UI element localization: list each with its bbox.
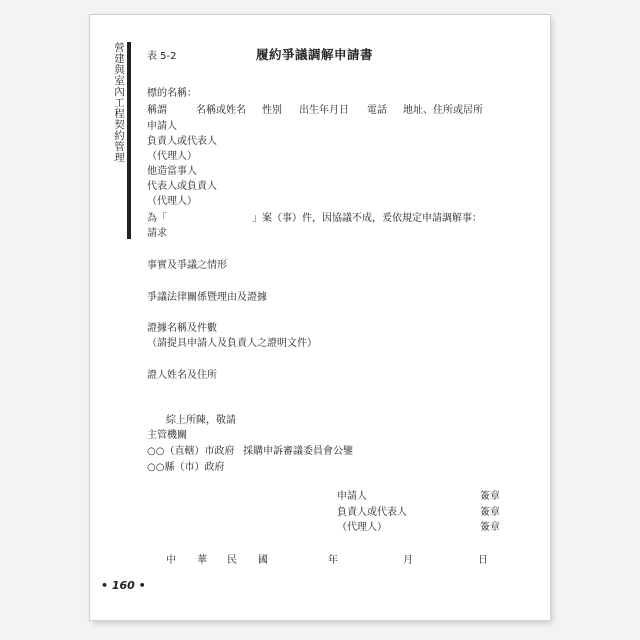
evidence-label: 證據名稱及件數 xyxy=(147,323,217,334)
page-number: • 160 • xyxy=(101,579,146,592)
case-prefix: 為「 xyxy=(147,213,167,224)
date-year: 年 xyxy=(328,555,338,566)
witness-label: 證人姓名及住所 xyxy=(147,370,217,381)
other-party-label: 他造當事人 xyxy=(147,166,197,177)
table-number: 表 5-2 xyxy=(147,51,177,62)
evidence-note: （請提具申請人及負責人之證明文件） xyxy=(147,338,317,349)
closing-text: 綜上所陳，敬請 xyxy=(166,415,236,426)
sidebar-bar xyxy=(127,42,131,239)
date-min: 民 xyxy=(227,555,237,566)
date-hua: 華 xyxy=(197,555,207,566)
col-phone: 電話 xyxy=(367,105,387,116)
sign-applicant: 申請人 xyxy=(337,491,367,502)
applicant-rep-label: 負責人或代表人 xyxy=(147,136,217,147)
book-title-vertical: 營建與室內工程契約管理 xyxy=(113,42,125,163)
date-day: 日 xyxy=(478,555,488,566)
date-zhong: 中 xyxy=(166,555,176,566)
other-agent-label: （代理人） xyxy=(147,196,197,207)
sign-agent: （代理人） xyxy=(337,522,387,533)
seal-agent: 簽章 xyxy=(480,522,500,533)
col-name: 名稱或姓名 xyxy=(196,105,246,116)
subject-label: 標的名稱： xyxy=(147,88,197,99)
date-month: 月 xyxy=(403,555,413,566)
applicant-agent-label: （代理人） xyxy=(147,151,197,162)
review-committee: 採購申訴審議委員會公鑒 xyxy=(243,446,353,457)
gov-county: ○○縣（市）政府 xyxy=(147,462,225,473)
request-label: 請求 xyxy=(147,228,167,239)
col-address: 地址、住所或居所 xyxy=(403,105,483,116)
date-guo: 國 xyxy=(258,555,268,566)
other-rep-label: 代表人或負責人 xyxy=(147,181,217,192)
gov-municipal: ○○（直轄）市政府 xyxy=(147,446,235,457)
case-suffix: 」案（事）件，因協議不成，爰依規定申請調解事： xyxy=(252,213,482,224)
applicant-label: 申請人 xyxy=(147,121,177,132)
facts-label: 事實及爭議之情形 xyxy=(147,260,227,271)
legal-reasons-label: 爭議法律關係暨理由及證據 xyxy=(147,292,267,303)
seal-applicant: 簽章 xyxy=(480,491,500,502)
seal-representative: 簽章 xyxy=(480,507,500,518)
col-title: 稱謂 xyxy=(147,105,167,116)
col-birthdate: 出生年月日 xyxy=(299,105,349,116)
col-gender: 性別 xyxy=(262,105,282,116)
sign-representative: 負責人或代表人 xyxy=(337,507,407,518)
authority-label: 主管機關 xyxy=(147,430,187,441)
form-title: 履約爭議調解申請書 xyxy=(256,47,374,62)
